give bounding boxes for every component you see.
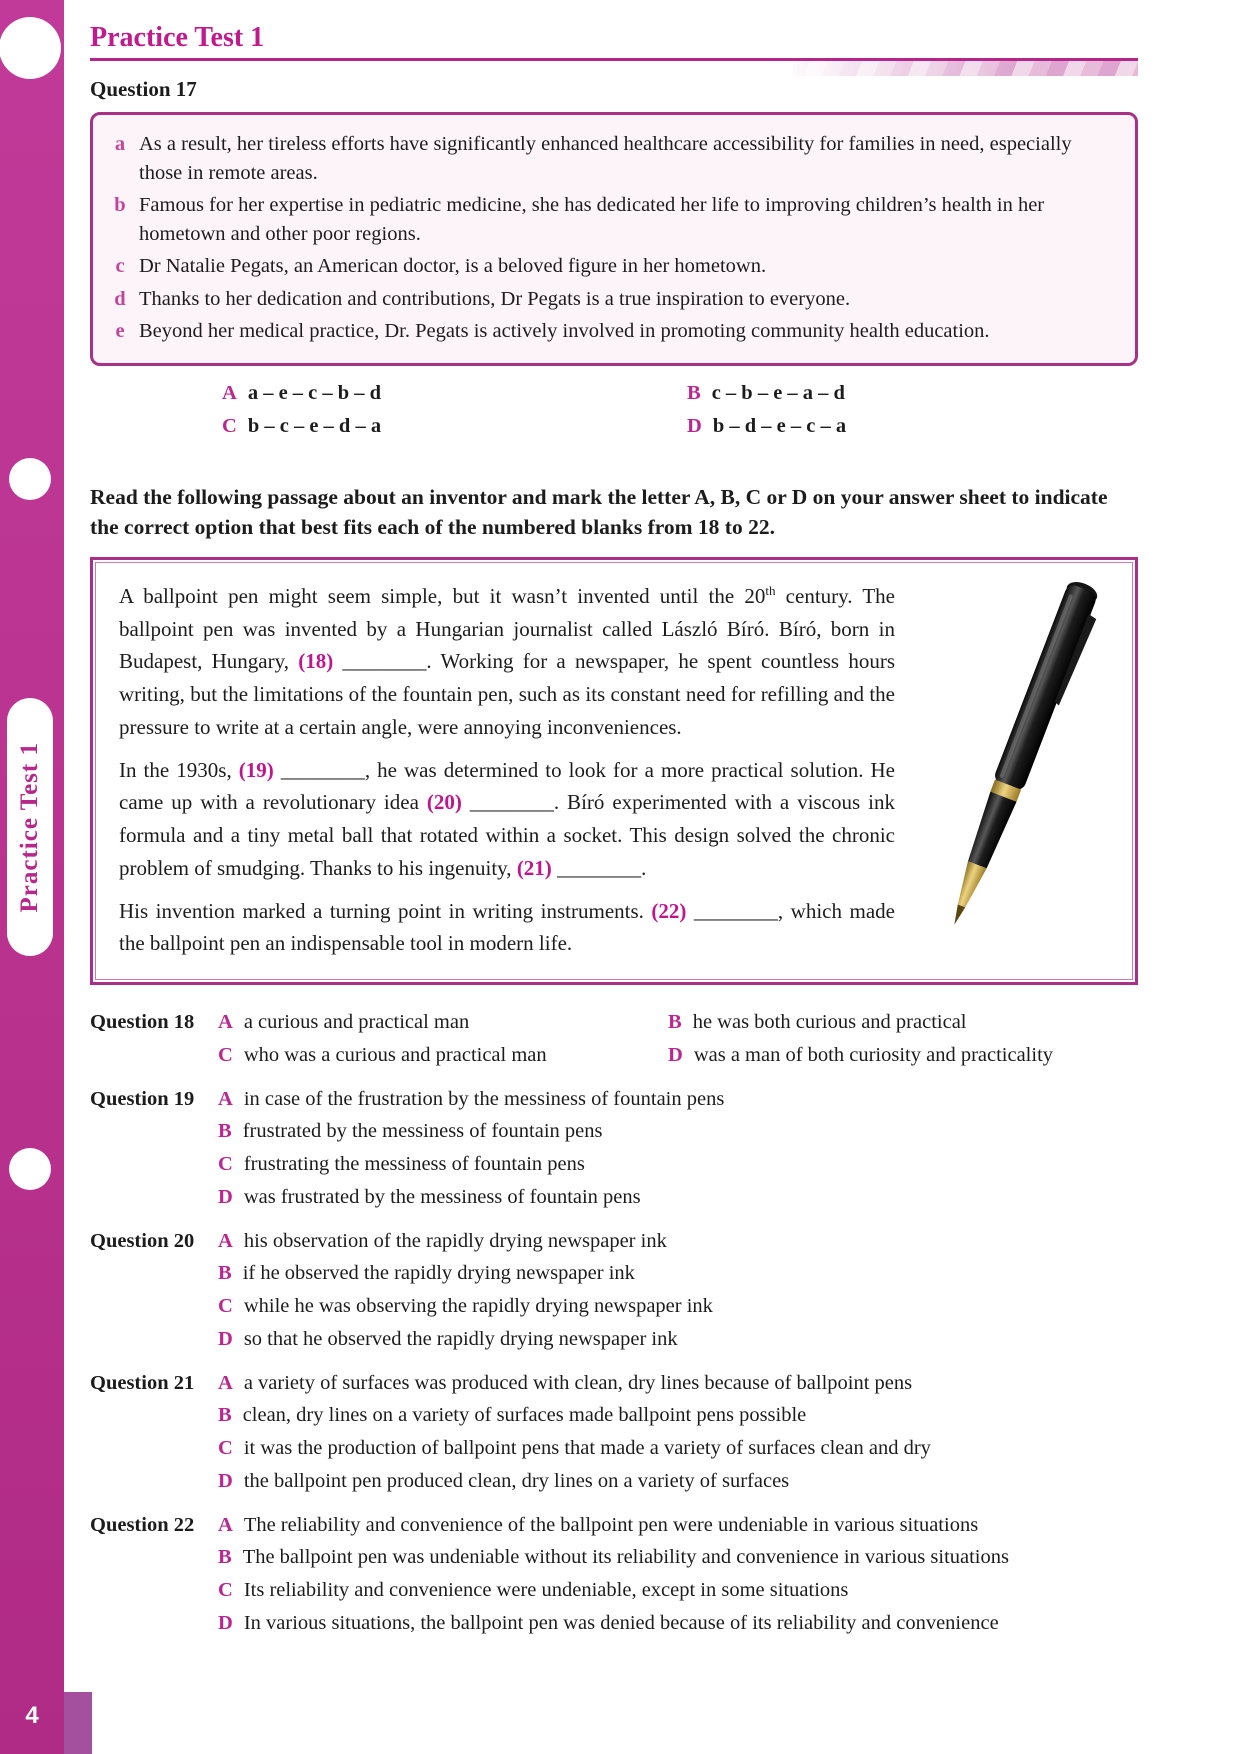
option-text: it was the production of ballpoint pens that made a variety of surfaces clean and dry [243, 1437, 931, 1460]
question-label: Question 18 [90, 1011, 195, 1034]
question-options [218, 1368, 1138, 1499]
q17-item-d [105, 285, 1117, 314]
option-letter: C [222, 414, 237, 437]
question-options [218, 1084, 1138, 1215]
superscript-th: th [765, 582, 776, 598]
option-text: was a man of both curiosity and practicality [693, 1043, 1054, 1066]
option-text: Its reliability and convenience were undeniable, except in some situations [243, 1579, 849, 1602]
passage-text: ________. Bíró experimented with a viscous ink formula and a tiny metal ball that rotated within a socket. This design solved the chronic problem of smudging. Thanks to his ingenuity, [119, 790, 896, 880]
option-letter: B [218, 1546, 232, 1569]
passage-text: ________, which made the ballpoint pen an indispensable tool in modern life. [119, 898, 895, 956]
option-letter: D [668, 1043, 683, 1066]
q22-option-B[interactable] [218, 1542, 1138, 1573]
sidebar-label: Practice Test 1 [16, 741, 43, 913]
option-text: he was both curious and practical [692, 1011, 967, 1034]
q20-option-D[interactable] [218, 1324, 1138, 1355]
passage-paragraph-1 [119, 580, 895, 744]
question-17-box [90, 112, 1138, 366]
option-letter: B [687, 381, 701, 404]
q22-option-A[interactable] [218, 1510, 1138, 1541]
sidebar [0, 0, 64, 1754]
page-title: Practice Test 1 [90, 22, 265, 53]
option-letter: C [218, 1043, 233, 1066]
q17-item-a [105, 130, 1117, 188]
option-text: The ballpoint pen was undeniable without its reliability and convenience in various situations [242, 1546, 1009, 1569]
question-label: Question 20 [90, 1229, 195, 1252]
passage-box [90, 557, 1138, 985]
passage-text: ________. Working for a newspaper, he spent countless hours writing, but the limitations of the fountain pen, such as its constant need for refilling and the pressure to write at a certain angle, were annoying inconveniences. [119, 649, 895, 739]
option-text: in case of the frustration by the messiness of fountain pens [243, 1087, 725, 1110]
q17-item-b [105, 191, 1117, 249]
option-letter: D [218, 1469, 233, 1492]
sidebar-tab [7, 698, 53, 956]
question-options [218, 1007, 1138, 1073]
option-text: In various situations, the ballpoint pen was denied because of its reliability and convenience [243, 1611, 999, 1634]
section-instruction: Read the following passage about an inventor and mark the letter A, B, C or D on your answer sheet to indicate the correct option that best fits each of the numbered blanks from 18 to 22. [90, 484, 1108, 540]
option-letter: A [218, 1087, 233, 1110]
q19-option-D[interactable] [218, 1182, 1138, 1213]
passage-text: His invention marked a turning point in writing instruments. [119, 898, 652, 923]
q19-option-A[interactable] [218, 1084, 1138, 1115]
blank-number-21: (21) [516, 855, 552, 880]
question-21 [90, 1368, 1138, 1499]
option-text: a – e – c – b – d [247, 381, 382, 404]
option-letter: B [668, 1011, 682, 1034]
option-letter: D [218, 1611, 233, 1634]
option-letter: A [218, 1229, 233, 1252]
option-text: who was a curious and practical man [243, 1043, 547, 1066]
q21-option-D[interactable] [218, 1466, 1138, 1497]
question-label: Question 21 [90, 1371, 195, 1394]
q18-option-C[interactable] [218, 1040, 668, 1071]
passage-paragraph-3 [119, 895, 895, 961]
blank-number-19: (19) [238, 757, 274, 782]
option-text: The reliability and convenience of the ballpoint pen were undeniable in various situations [243, 1513, 979, 1536]
content [90, 0, 1138, 1652]
q19-option-C[interactable] [218, 1149, 1138, 1180]
item-text: Beyond her medical practice, Dr. Pegats is actively involved in promoting community health education. [139, 319, 990, 342]
option-text: if he observed the rapidly drying newspaper ink [242, 1262, 635, 1285]
decorative-circle-bottom [9, 1148, 51, 1190]
passage-text: ________. [551, 855, 647, 880]
questions-18-22 [90, 1007, 1138, 1641]
page-header [90, 0, 1138, 61]
q20-option-B[interactable] [218, 1258, 1138, 1289]
q20-option-C[interactable] [218, 1291, 1138, 1322]
q21-option-B[interactable] [218, 1400, 1138, 1431]
question-18 [90, 1007, 1138, 1073]
q17-item-c [105, 252, 1117, 281]
option-letter: A [222, 381, 237, 404]
option-letter: C [218, 1153, 233, 1176]
question-17-options [222, 382, 1138, 440]
footer-accent-block [64, 1692, 92, 1754]
q18-option-B[interactable] [668, 1007, 1138, 1038]
item-text: Dr Natalie Pegats, an American doctor, is a beloved figure in her hometown. [139, 255, 767, 278]
option-letter: D [687, 414, 702, 437]
option-text: clean, dry lines on a variety of surfaces made ballpoint pens possible [242, 1404, 807, 1427]
passage-text: A ballpoint pen might seem simple, but it wasn’t invented until the 20 [119, 583, 766, 608]
header-rule [90, 58, 1138, 61]
option-letter: D [218, 1185, 233, 1208]
q22-option-C[interactable] [218, 1575, 1138, 1606]
item-letter: c [115, 255, 125, 278]
item-text: As a result, her tireless efforts have significantly enhanced healthcare accessibility for families in need, especially those in remote areas. [139, 133, 1072, 185]
option-text: a variety of surfaces was produced with clean, dry lines because of ballpoint pens [243, 1371, 913, 1394]
question-22 [90, 1510, 1138, 1641]
header-chevron-decoration [793, 61, 1138, 76]
q18-option-A[interactable] [218, 1007, 668, 1038]
page-number: 4 [25, 1702, 39, 1729]
item-text: Famous for her expertise in pediatric medicine, she has dedicated her life to improving children’s health in her hometown and other poor regions. [139, 194, 1045, 246]
item-letter: d [114, 287, 126, 310]
q21-option-C[interactable] [218, 1433, 1138, 1464]
option-letter: C [218, 1295, 233, 1318]
q20-option-A[interactable] [218, 1226, 1138, 1257]
question-options [218, 1226, 1138, 1357]
option-letter: A [218, 1011, 233, 1034]
q17-option-B[interactable] [687, 382, 1138, 405]
q18-option-D[interactable] [668, 1040, 1138, 1071]
option-text: so that he observed the rapidly drying newspaper ink [243, 1327, 678, 1350]
option-text: c – b – e – a – d [711, 381, 845, 404]
option-letter: C [218, 1437, 233, 1460]
question-label: Question 22 [90, 1513, 195, 1536]
blank-number-22: (22) [651, 898, 687, 923]
passage-text: century. The ballpoint pen was invented by a Hungarian journalist called László Bíró. Bíró, born in Budapest, Hungary, [119, 583, 896, 674]
option-text: was frustrated by the messiness of fountain pens [243, 1185, 641, 1208]
option-text: b – d – e – c – a [712, 414, 847, 437]
option-text: frustrated by the messiness of fountain pens [242, 1120, 603, 1143]
q17-item-e [105, 317, 1117, 346]
question-label: Question 19 [90, 1087, 195, 1110]
option-text: b – c – e – d – a [247, 414, 382, 437]
q22-option-D[interactable] [218, 1608, 1138, 1639]
option-letter: B [218, 1120, 232, 1143]
item-letter: e [115, 319, 125, 342]
item-letter: b [114, 194, 126, 217]
option-letter: D [218, 1327, 233, 1350]
passage-text: In the 1930s, [119, 757, 239, 782]
item-text: Thanks to her dedication and contributions, Dr Pegats is a true inspiration to everyone. [139, 287, 851, 310]
decorative-circle-middle [9, 458, 51, 500]
passage-text: ________, he was determined to look for a more practical solution. He came up with a revolutionary idea [119, 757, 895, 815]
option-letter: A [218, 1513, 233, 1536]
blank-number-18: (18) [298, 649, 334, 674]
decorative-circle-top [0, 17, 61, 79]
question-17-label: Question 17 [90, 77, 197, 101]
option-letter: B [218, 1404, 232, 1427]
ballpoint-pen-image [904, 564, 1129, 966]
passage-paragraph-2 [119, 754, 895, 885]
option-letter: A [218, 1371, 233, 1394]
question-options [218, 1510, 1138, 1641]
option-text: while he was observing the rapidly drying newspaper ink [243, 1295, 713, 1318]
option-text: a curious and practical man [243, 1011, 470, 1034]
q17-option-A[interactable] [222, 382, 687, 405]
question-19 [90, 1084, 1138, 1215]
q21-option-A[interactable] [218, 1368, 1138, 1399]
blank-number-20: (20) [426, 790, 462, 815]
option-letter: C [218, 1579, 233, 1602]
option-text: his observation of the rapidly drying newspaper ink [243, 1229, 667, 1252]
question-20 [90, 1226, 1138, 1357]
option-text: frustrating the messiness of fountain pens [243, 1153, 585, 1176]
q19-option-B[interactable] [218, 1116, 1138, 1147]
option-letter: B [218, 1262, 232, 1285]
option-text: the ballpoint pen produced clean, dry lines on a variety of surfaces [243, 1469, 790, 1492]
q17-option-D[interactable] [687, 415, 1138, 438]
q17-option-C[interactable] [222, 415, 687, 438]
item-letter: a [114, 133, 126, 155]
